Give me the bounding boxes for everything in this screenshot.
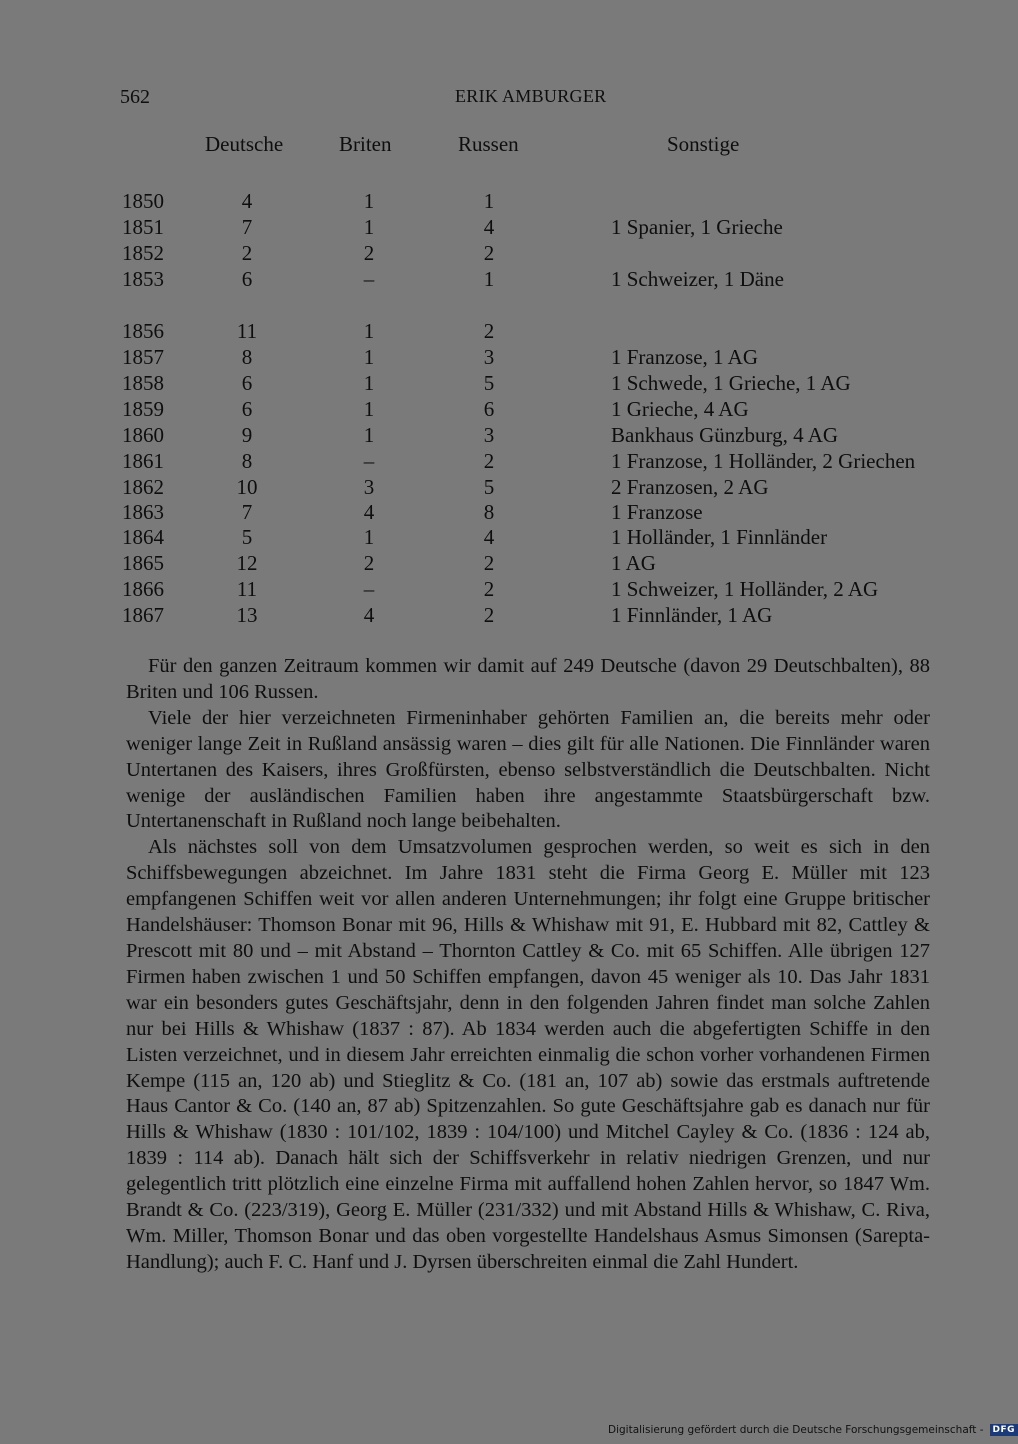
table-cell-ru: 5 (483, 371, 495, 395)
table-cell-br: 4 (363, 603, 375, 627)
table-cell-de: 2 (241, 241, 253, 265)
table-cell-de: 8 (241, 345, 253, 369)
table-row (0, 475, 1000, 501)
paragraph: Für den ganzen Zeitraum kommen wir damit auf 249 Deutsche (davon 29 Deutschbalten), 88 Briten und 106 Russen. (126, 655, 930, 703)
table-cell-year: 1864 (122, 525, 164, 549)
table-row (0, 449, 1000, 475)
table-cell-de: 5 (241, 525, 253, 549)
footer-text: Digitalisierung gefördert durch die Deutsche Forschungsgemeinschaft - (608, 1424, 984, 1436)
table-cell-br: 2 (363, 551, 375, 575)
table-cell-year: 1863 (122, 500, 164, 524)
table-cell-br: 1 (363, 215, 375, 239)
table-cell-de: 6 (241, 267, 253, 291)
table-cell-so: 1 Franzose, 1 Holländer, 2 Griechen (611, 449, 916, 473)
table-cell-br: – (363, 449, 375, 473)
paragraph: Viele der hier verzeichneten Firmeninhaber gehörten Familien an, die bereits mehr oder weniger lange Zeit in Rußland ansässig waren – dies gilt für alle Nationen. Die Finnländer waren Untertanen des Kaisers, ihres Großfürsten, ebenso selbstverständlich die Deutschbalten. Nicht wenige der ausländischen Familien haben ihre angestammte Staatsbürgerschaft bzw. Untertanenschaft in Rußland noch lange beibehalten. (126, 706, 930, 833)
table-cell-de: 6 (241, 371, 253, 395)
table-cell-year: 1862 (122, 475, 164, 499)
paragraph: Als nächstes soll von dem Umsatzvolumen gesprochen werden, so weit es sich in den Schiffsbewegungen abzeichnet. Im Jahre 1831 steht die Firma Georg E. Müller mit 123 empfangenen Schiffen weit vor allen anderen Unternehmungen; ihr folgt eine Gruppe britischer Handelshäuser: Thomson Bonar mit 96, Hills & Whishaw mit 91, E. Hubbard mit 82, Cattley & Prescott mit 80 und – mit Abstand – Thornton Cattley & Co. mit 65 Schiffen. Alle übrigen 127 Firmen haben zwischen 1 und 50 Schiffen empfangen, davon 45 weniger als 10. Das Jahr 1831 war ein besonders gutes Geschäftsjahr, denn in den folgenden Jahren findet man solche Zahlen nur bei Hills & Whishaw (1837 : 87). Ab 1834 werden auch die abgefertigten Schiffe in den Listen verzeichnet, und in diesem Jahr erreichten einmalig die schon vorher vorhandenen Firmen Kempe (115 an, 120 ab) und Stieglitz & Co. (181 an, 107 ab) sowie das erstmals auftretende Haus Cantor & Co. (140 an, 87 ab) Spitzenzahlen. So gute Geschäftsjahre gab es danach nur für Hills & Whishaw (1830 : 101/102, 1839 : 104/100) und Mitchel Cayley & Co. (1836 : 124 ab, 1839 : 114 ab). Danach hält sich der Schiffsverkehr in relativ niedrigen Grenzen, und nur gelegentlich tritt plötzlich eine einzelne Firma mit auffallend hohen Zahlen hervor, so 1847 Wm. Brandt & Co. (223/319), Georg E. Müller (231/332) und mit Abstand Hills & Whishaw, C. Riva, Wm. Miller, Thomson Bonar und das oben vorgestellte Handelshaus Asmus Simonsen (Sarepta-Handlung); auch F. C. Hanf und J. Dyrsen überschreiten einmal die Zahl Hundert. (126, 836, 930, 1273)
table-cell-ru: 1 (483, 267, 495, 291)
table-row (0, 525, 1000, 551)
footer (608, 1424, 1018, 1436)
table-cell-so: Bankhaus Günzburg, 4 AG (611, 423, 839, 447)
table-cell-so: 1 Schweizer, 1 Däne (611, 267, 784, 291)
table-cell-br: – (363, 577, 375, 601)
table-cell-so: 1 Finnländer, 1 AG (611, 603, 773, 627)
table-cell-so: 1 Holländer, 1 Finnländer (611, 525, 828, 549)
table-cell-ru: 4 (483, 215, 495, 239)
table-cell-de: 6 (241, 397, 253, 421)
table-cell-ru: 2 (483, 449, 495, 473)
table-cell-ru: 1 (483, 189, 495, 213)
table-cell-br: 1 (363, 423, 375, 447)
table-cell-year: 1859 (122, 397, 164, 421)
table-cell-ru: 2 (483, 241, 495, 265)
table-row (0, 189, 1000, 215)
table-cell-year: 1851 (122, 215, 164, 239)
table-cell-so: 1 Schweizer, 1 Holländer, 2 AG (611, 577, 879, 601)
column-header-deutsche: Deutsche (205, 132, 284, 156)
table-cell-de: 11 (236, 577, 258, 601)
body-text (126, 654, 930, 1276)
table-cell-br: 1 (363, 189, 375, 213)
table-cell-br: 1 (363, 345, 375, 369)
table-row (0, 215, 1000, 241)
table-row (0, 319, 1000, 345)
table-cell-de: 7 (241, 215, 253, 239)
table-cell-so: 1 Grieche, 4 AG (611, 397, 749, 421)
table-cell-year: 1852 (122, 241, 164, 265)
table-cell-so: 1 Franzose (611, 500, 703, 524)
table-cell-year: 1861 (122, 449, 164, 473)
table-row (0, 397, 1000, 423)
table-cell-ru: 2 (483, 603, 495, 627)
column-header-briten: Briten (339, 132, 392, 156)
table-cell-ru: 4 (483, 525, 495, 549)
table-cell-ru: 2 (483, 577, 495, 601)
table-row (0, 345, 1000, 371)
table-cell-year: 1866 (122, 577, 164, 601)
table-cell-year: 1853 (122, 267, 164, 291)
table-row (0, 267, 1000, 293)
table-cell-ru: 2 (483, 319, 495, 343)
table-cell-ru: 5 (483, 475, 495, 499)
table-row (0, 577, 1000, 603)
table-cell-br: – (363, 267, 375, 291)
running-head: ERIK AMBURGER (455, 86, 607, 106)
table-cell-br: 1 (363, 319, 375, 343)
table-cell-year: 1850 (122, 189, 164, 213)
table-cell-br: 1 (363, 397, 375, 421)
table-cell-ru: 6 (483, 397, 495, 421)
table-cell-so: 2 Franzosen, 2 AG (611, 475, 769, 499)
table-cell-so: 1 AG (611, 551, 656, 575)
table-cell-br: 4 (363, 500, 375, 524)
column-header-sonstige: Sonstige (667, 132, 740, 156)
table-cell-ru: 2 (483, 551, 495, 575)
table-row (0, 603, 1000, 629)
table-cell-ru: 3 (483, 345, 495, 369)
table-cell-so: 1 Schwede, 1 Grieche, 1 AG (611, 371, 851, 395)
table-cell-br: 2 (363, 241, 375, 265)
table-cell-br: 1 (363, 371, 375, 395)
table-cell-de: 4 (241, 189, 253, 213)
table-cell-year: 1857 (122, 345, 164, 369)
table-cell-br: 3 (363, 475, 375, 499)
table-cell-so: 1 Franzose, 1 AG (611, 345, 758, 369)
table-row (0, 551, 1000, 577)
table-cell-de: 8 (241, 449, 253, 473)
table-cell-so: 1 Spanier, 1 Grieche (611, 215, 783, 239)
table-cell-ru: 3 (483, 423, 495, 447)
table-row (0, 423, 1000, 449)
table-row (0, 241, 1000, 267)
dfg-logo: DFG (990, 1424, 1018, 1436)
table-cell-de: 10 (236, 475, 258, 499)
table-cell-br: 1 (363, 525, 375, 549)
table-cell-year: 1856 (122, 319, 164, 343)
table-row (0, 500, 1000, 526)
table-cell-ru: 8 (483, 500, 495, 524)
table-cell-de: 13 (236, 603, 258, 627)
table-cell-year: 1858 (122, 371, 164, 395)
page-number: 562 (120, 86, 150, 108)
table-cell-de: 7 (241, 500, 253, 524)
table-cell-de: 12 (236, 551, 258, 575)
table-cell-year: 1867 (122, 603, 164, 627)
table-cell-year: 1860 (122, 423, 164, 447)
table-cell-de: 11 (236, 319, 258, 343)
table-cell-de: 9 (241, 423, 253, 447)
table-row (0, 371, 1000, 397)
table-cell-year: 1865 (122, 551, 164, 575)
column-header-russen: Russen (458, 132, 519, 156)
